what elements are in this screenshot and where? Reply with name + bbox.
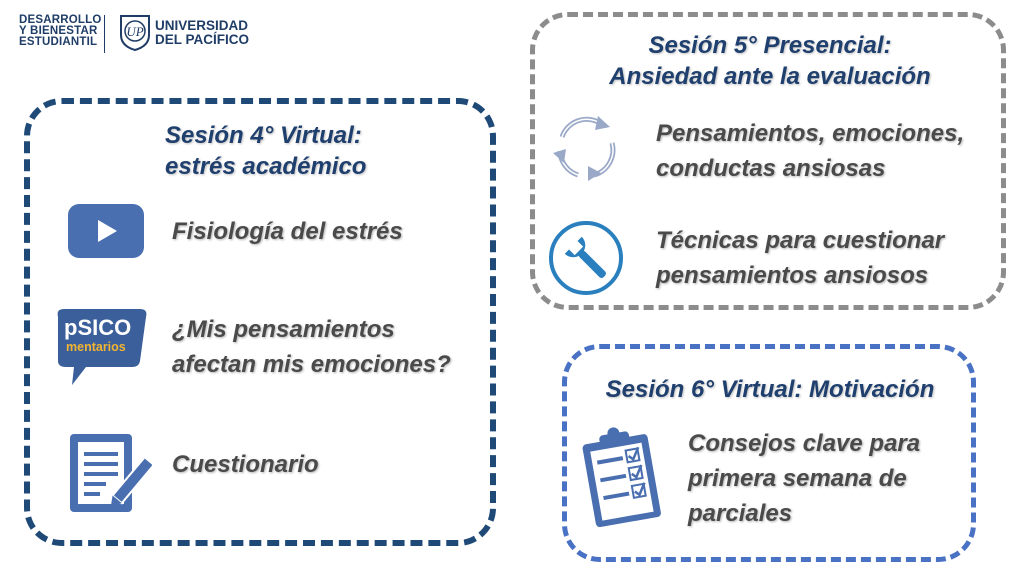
- session-6-item-1: [688, 426, 920, 531]
- session-5-title-line-1: Sesión 5° Presencial:: [648, 32, 892, 59]
- item-text-line-2: conductas ansiosas: [656, 155, 886, 182]
- clipboard-checklist-icon: [582, 424, 668, 528]
- psicomentarios-logo: [52, 307, 150, 387]
- logo-text-mentarios: mentarios: [66, 340, 126, 354]
- university-seal-icon: [118, 13, 152, 51]
- item-text-line-1: Pensamientos, emociones,: [656, 120, 965, 147]
- wrench-icon: [548, 220, 624, 296]
- university-logo-text: [155, 19, 249, 47]
- uni-line-2: DEL PACÍFICO: [155, 32, 250, 47]
- cycle-arrows-icon: [550, 113, 622, 183]
- session-5-title: [540, 30, 1000, 92]
- session-5-item-1: [656, 116, 964, 186]
- item-text: Cuestionario: [172, 451, 319, 478]
- item-text: Fisiología del estrés: [172, 218, 403, 245]
- dept-line-1: DESARROLLO: [19, 14, 102, 26]
- session-4-item-1: [172, 214, 403, 249]
- session-5-title-line-2: Ansiedad ante la evaluación: [609, 63, 931, 90]
- session-4-item-2: [172, 312, 451, 382]
- item-text-line-2: pensamientos ansiosos: [656, 262, 929, 289]
- uni-line-1: UNIVERSIDAD: [155, 18, 249, 33]
- session-5-item-2: [656, 223, 944, 293]
- document-edit-icon: [68, 432, 152, 516]
- dept-logo-text: [19, 15, 102, 48]
- svg-text:UP: UP: [126, 24, 144, 39]
- session-4-item-3: [172, 447, 319, 482]
- item-text-line-3: parciales: [688, 500, 793, 527]
- session-6-title: Sesión 6° Virtual: Motivación: [605, 376, 935, 403]
- dept-line-2: Y BIENESTAR: [19, 25, 98, 37]
- logo-divider: [104, 15, 105, 53]
- youtube-play-icon[interactable]: [67, 203, 145, 259]
- item-text-line-1: Consejos clave para: [688, 430, 921, 457]
- item-text-line-2: afectan mis emociones?: [172, 351, 451, 378]
- session-4-title: [165, 120, 366, 182]
- session-4-title-line-2: estrés académico: [165, 153, 367, 180]
- dept-line-3: ESTUDIANTIL: [19, 36, 98, 48]
- item-text-line-1: Técnicas para cuestionar: [656, 227, 945, 254]
- logo-text-psico: pSICO: [64, 315, 132, 340]
- item-text-line-1: ¿Mis pensamientos: [172, 316, 395, 343]
- item-text-line-2: primera semana de: [688, 465, 907, 492]
- session-4-title-line-1: Sesión 4° Virtual:: [165, 122, 362, 149]
